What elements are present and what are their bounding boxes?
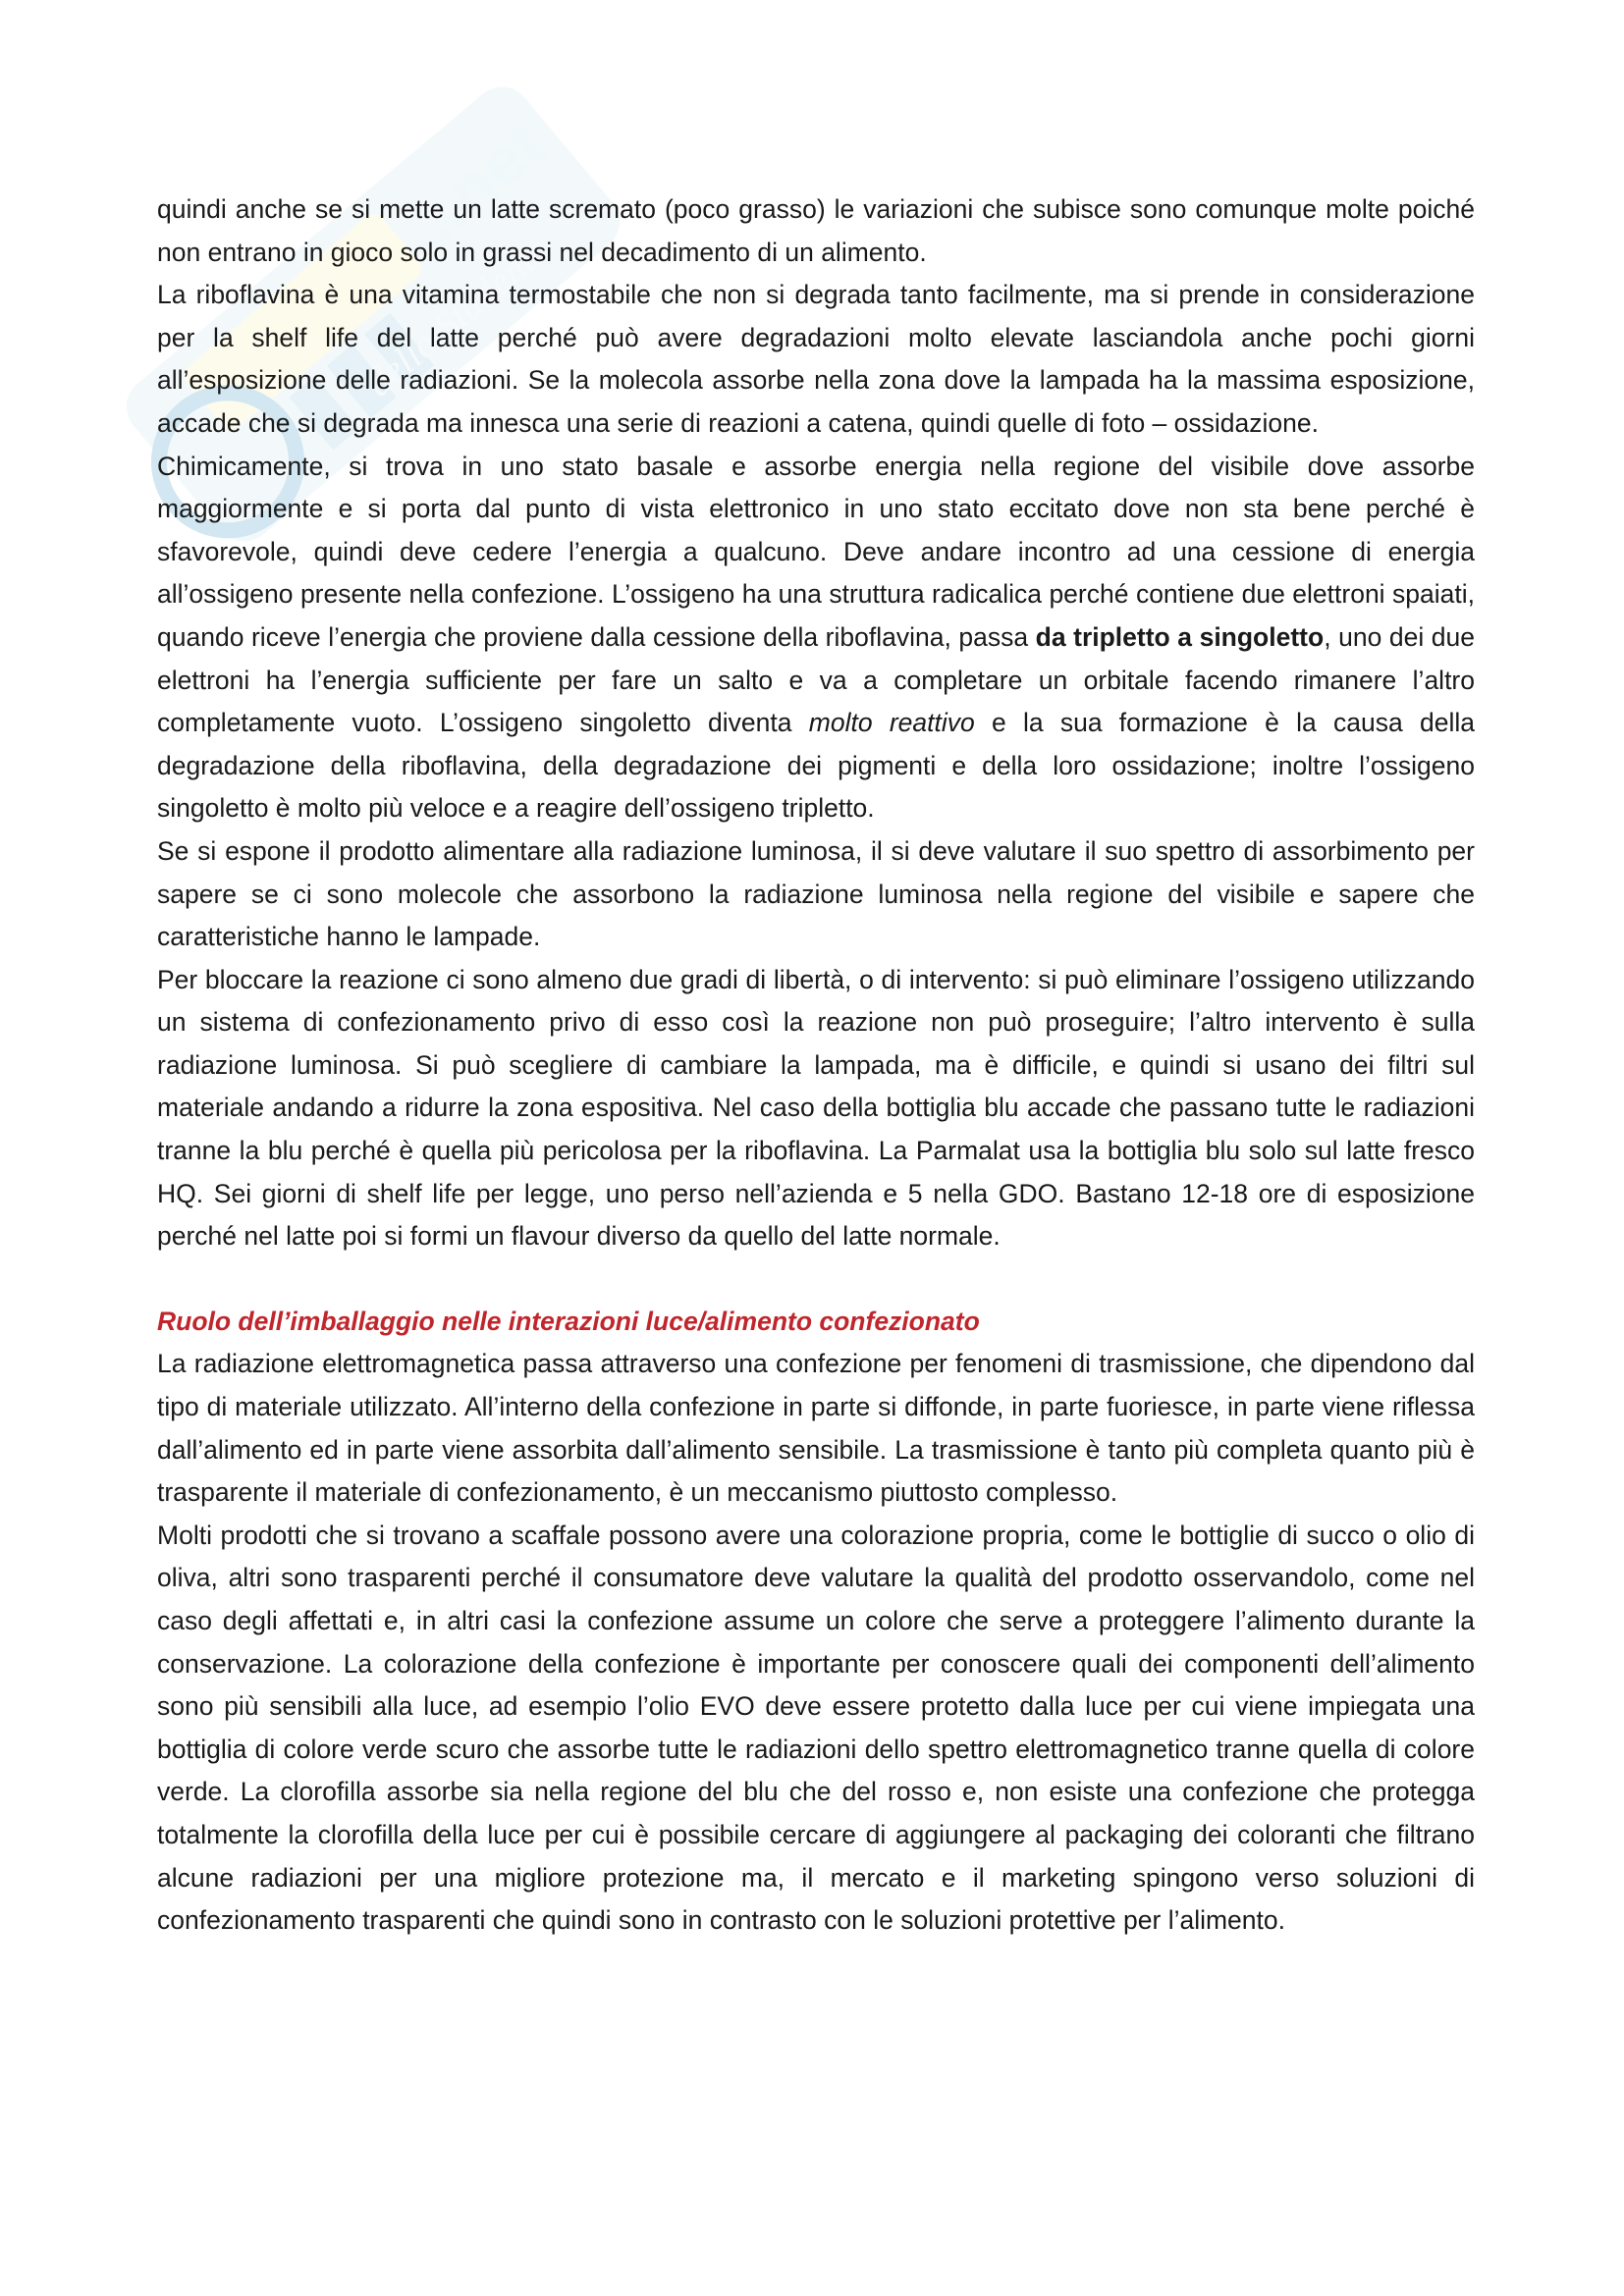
- bold-phrase-tripletto-singoletto: da tripletto a singoletto: [1035, 621, 1325, 652]
- section-paragraph-1: La radiazione elettromagnetica passa attraverso una confezione per fenomeni di trasmissione, che dipendono dal tipo di materiale utilizzato. All’interno della confezione in parte si diffonde, in parte fuoriesce, in parte viene riflessa dall’alimento ed in parte viene assorbita dall’alimento sensibile. La trasmissione è tanto più completa quanto più è trasparente il materiale di confezionamento, è un meccanismo piuttosto complesso.: [157, 1349, 1475, 1508]
- watermark-brand-text: ...net: [387, 105, 560, 268]
- paragraph-5: Per bloccare la reazione ci sono almeno due gradi di libertà, o di intervento: si può eliminare l’ossigeno utilizzando un sistema di confezionamento privo di esso così la reazione non può proseguire; l’altro intervento è sulla radiazione luminosa. Si può scegliere di cambiare la lampada, ma è difficile, e quindi si usano dei filtri sul materiale andando a ridurre la zona espositiva. Nel caso della bottiglia blu accade che passano tutte le radiazioni tranne la blu perché è quella più pericolosa per la riboflavina. La Parmalat usa la bottiglia blu solo sul latte fresco HQ. Sei giorni di shelf life per legge, uno perso nell’azienda e 5 nella GDO. Bastano 12-18 ore di esposizione perché nel latte poi si formi un flavour diverso da quello del latte normale.: [157, 964, 1475, 1252]
- paragraph-4: Se si espone il prodotto alimentare alla radiazione luminosa, il si deve valutare il suo spettro di assorbimento per sapere se ci sono molecole che assorbono la radiazione luminosa nella regione del visibile e sapere che caratteristiche hanno le lampade.: [157, 835, 1475, 952]
- italic-phrase-molto-reattivo: molto reattivo: [808, 708, 975, 738]
- paragraph-1: quindi anche se si mette un latte scremato (poco grasso) le variazioni che subisce sono comunque molte poiché non entrano in gioco solo in grassi nel decadimento di un alimento.: [157, 194, 1475, 267]
- paragraph-3-part-1: Chimicamente, si trova in uno stato basale e assorbe energia nella regione del visibile dove assorbe maggiormente e si porta dal punto di vista elettronico in uno stato eccitato dove non sta bene perché è sfavorevole, quindi deve cedere l’energia a qualcuno. Deve andare incontro ad una cessione di energia all’ossigeno presente nella confezione. L’ossigeno ha una struttura radicalica perché contiene due elettroni spaiati, quando riceve l’energia che proviene dalla cessione della riboflavina, passa: [157, 451, 1475, 652]
- paragraph-3-part-2: , uno dei due elettroni ha l’energia sufficiente per fare un salto e va a completare un orbitale facendo rimanere l’altro completamente vuoto. L’ossigeno singoletto diventa: [157, 621, 1475, 738]
- watermark-tagline: dello Studente: [356, 227, 557, 405]
- section-heading: Ruolo dell’imballaggio nelle interazioni luce/alimento confezionato: [157, 1306, 980, 1336]
- paragraph-3-part-3: e la sua formazione è la causa della degradazione della riboflavina, della degradazione dei pigmenti e della loro ossidazione; inoltre l’ossigeno singoletto è molto più veloce e a reagire dell’ossigeno tripletto.: [157, 708, 1475, 824]
- section-paragraph-2: Molti prodotti che si trovano a scaffale possono avere una colorazione propria, come le bottiglie di succo o olio di oliva, altri sono trasparenti perché il consumatore deve valutare la qualità del prodotto osservandolo, come nel caso degli affettati e, in altri casi la confezione assume un colore che serve a proteggere l’alimento durante la conservazione. La colorazione della confezione è importante per conoscere quali dei componenti dell’alimento sono più sensibili alla luce, ad esempio l’olio EVO deve essere protetto dalla luce per cui viene impiegata una bottiglia di colore verde scuro che assorbe tutte le radiazioni dello spettro elettromagnetico tranne quella di colore verde. La clorofilla assorbe sia nella regione del blu che del rosso e, non esiste una confezione che protegga totalmente la clorofilla della luce per cui è possibile cercare di aggiungere al packaging dei coloranti che filtrano alcune radiazioni per una migliore protezione ma, il mercato e il marketing spingono verso soluzioni di confezionamento trasparenti che quindi sono in contrasto con le soluzioni protettive per l’alimento.: [157, 1520, 1475, 1936]
- document-body: [157, 188, 1475, 1943]
- paragraph-3: [157, 446, 1475, 830]
- paragraph-2: La riboflavina è una vitamina termostabile che non si degrada tanto facilmente, ma si prende in considerazione per la shelf life del latte perché può avere degradazioni molto elevate lasciandola anche pochi giorni all’esposizione delle radiazioni. Se la molecola assorbe nella zona dove la lampada ha la massima esposizione, accade che si degrada ma innesca una serie di reazioni a catena, quindi quelle di foto – ossidazione.: [157, 280, 1475, 438]
